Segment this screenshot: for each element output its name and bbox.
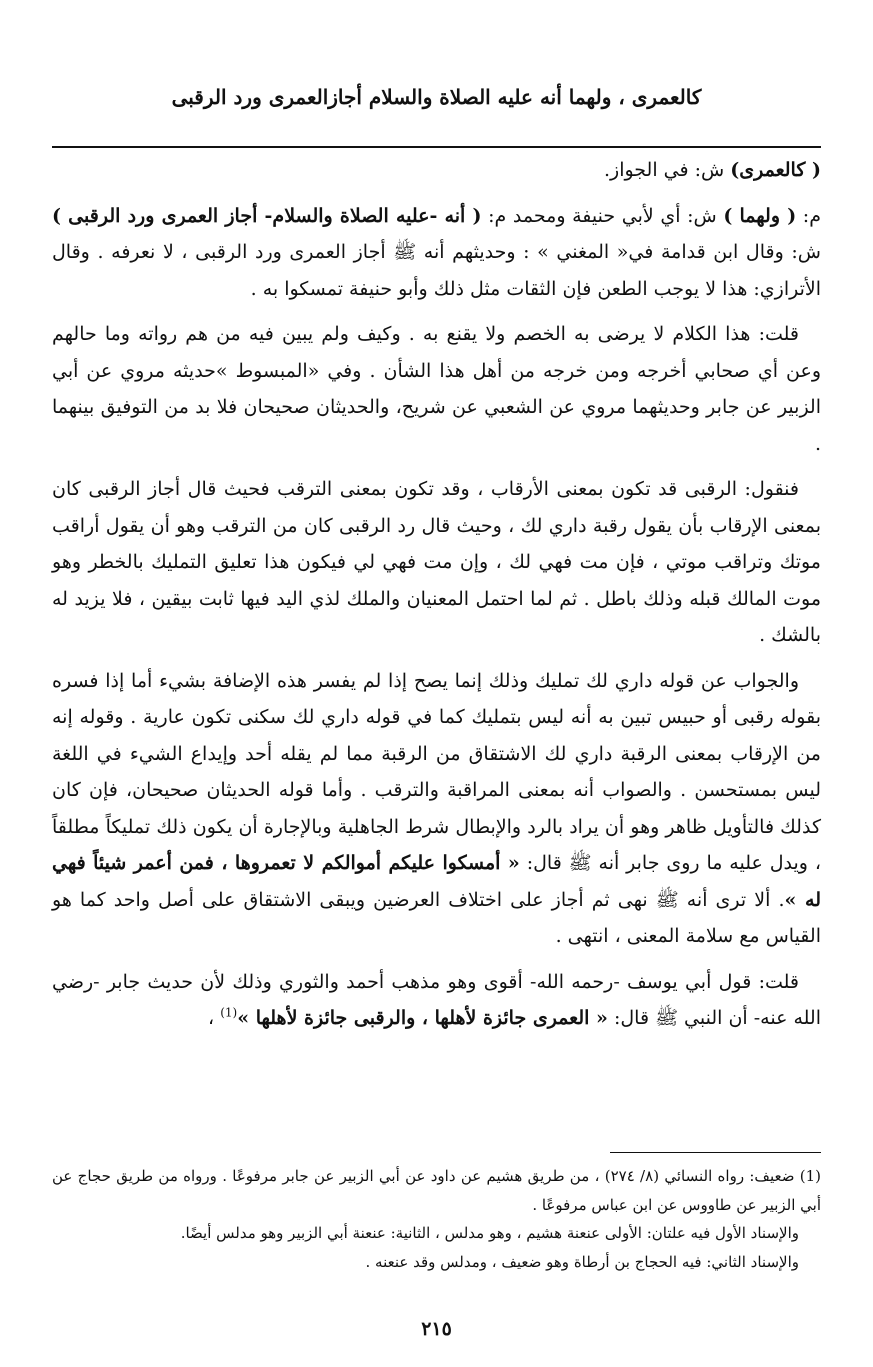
main-text [52, 152, 821, 1046]
footnote-1-continuation: والإسناد الثاني: فيه الحجاج بن أرطاة وهو ضعيف ، ومدلس وقد عنعنه . [365, 1252, 799, 1271]
matn-marker: م: [796, 204, 821, 227]
header-rule [52, 146, 821, 148]
hadith-quote: « العمرى جائزة لأهلها ، والرقبى جائزة لأهلها » [237, 1007, 608, 1029]
commentary-text: ش: أي لأبي حنيفة ومحمد م: [481, 204, 724, 227]
footnote-rule [610, 1152, 821, 1153]
paragraph-3: قلت: هذا الكلام لا يرضى به الخصم ولا يقنع به . وكيف ولم يبين فيه من هم رواته وما حالهم وعن أي صحابي أخرجه ومن خرجه من أهل هذا الشأن . وفي «المبسوط »حديثه مروي عن أبي الزبير عن جابر وحديثهما مروي عن الشعبي عن شريح، والحديثان صحيحان فلا بد من التوفيق بينهما . [52, 323, 821, 455]
commentary-text: ش: في الجواز. [603, 159, 731, 181]
commentary-text: ش: وقال ابن قدامة في« المغني » : وحديثهم أنه ﷺ أجاز العمرى ورد الرقبى ، لا نعرفه . وقال الأترازي: هذا لا يوجب الطعن فإن الثقات مثل ذلك وأبو حنيفة تمسكوا به . [52, 241, 821, 300]
commentary-text: . ألا ترى أنه ﷺ نهى ثم أجاز على اختلاف العرضين ويبقى الاشتقاق على أصل واحد كما هو القياس مع سلامة المعنى ، انتهى . [52, 888, 821, 947]
running-header: كالعمرى ، ولهما أنه عليه الصلاة والسلام أجازالعمرى ورد الرقبى [171, 85, 702, 109]
matn-quote: ( أنه -عليه الصلاة والسلام- أجاز العمرى ورد الرقبى ) [52, 204, 482, 227]
commentary-text: والجواب عن قوله داري لك تمليك وذلك إنما يصح إذا لم يفسر هذه الإضافة بشيء أما إذا فسره بقوله رقبى أو حبيس تبين به أنه ليس بتمليك كما في قوله داري لك سكنى تكون عارية . وقوله إنه من الإرقاب بمعنى الرقبة داري لك الاشتقاق من الرقبة مما لم يقله أحد وإيداع الشيء في اللغة ليس بمستحسن . والصواب أنه بمعنى المراقبة والترقب . وأما قوله الحديثان صحيحان، فإن كان كذلك فالتأويل ظاهر وهو أن يراد بالرد والإبطال شرط الجاهلية وبالإجارة أن يكون ذلك تمليكاً مطلقاً ، ويدل عليه ما روى جابر أنه ﷺ قال: [52, 669, 821, 874]
commentary-text: قلت: قول أبي يوسف -رحمه الله- أقوى وهو مذهب أحمد والثوري وذلك لأن حديث جابر -رضي الله عنه- أن النبي ﷺ قال: [52, 970, 821, 1029]
paragraph-2 [52, 198, 821, 308]
matn-quote: ( ولهما ) [723, 204, 797, 227]
footnotes [52, 1162, 821, 1276]
footnote-1: (1) ضعيف: رواه النسائي (٨/ ٢٧٤) ، من طريق هشيم عن داود عن أبي الزبير عن جابر مرفوعًا . ورواه من طريق حجاج عن أبي الزبير عن طاووس عن ابن عباس مرفوعًا . [52, 1167, 822, 1214]
paragraph-6 [52, 964, 821, 1037]
hadith-quote: « أمسكوا عليكم أموالكم لا تعمروها ، فمن أعمر شيئاً فهي له » [52, 852, 821, 911]
matn-quote: ( كالعمرى) [730, 159, 821, 181]
paragraph-4: فنقول: الرقبى قد تكون بمعنى الأرقاب ، وقد تكون بمعنى الترقب فحيث قال أجاز الرقبى كان بمعنى الإرقاب بأن يقول رقبة داري لك ، وحيث قال رد الرقبى كان من الترقب وهو أن يقول أراقب موتك وتراقب موتي ، فإن مت فهي لك ، وإن مت فهي لي فيكون هذا تعليق التمليك بالخطر وهو موت المالك قبله وذلك باطل . ثم لما احتمل المعنيان والملك لذي اليد فيها ثابت بيقين ، فلا يزيد له بالشك . [52, 478, 821, 646]
paragraph-1 [52, 152, 821, 189]
paragraph-5 [52, 663, 821, 955]
page-number: ٢١٥ [421, 1318, 452, 1340]
footnote-marker: (1) [220, 1005, 238, 1020]
commentary-text: ، [208, 1007, 221, 1029]
footnote-1-continuation: والإسناد الأول فيه علتان: الأولى عنعنة هشيم ، وهو مدلس ، الثانية: عنعنة أبي الزبير وهو مدلس أيضًا. [180, 1224, 799, 1242]
